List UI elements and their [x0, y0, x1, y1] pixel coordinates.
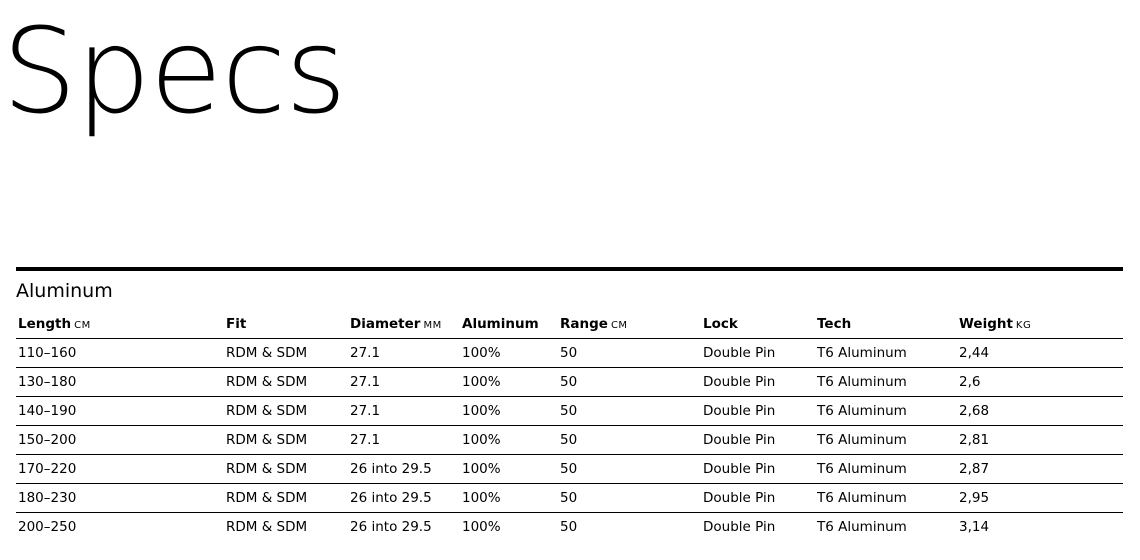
table-row	[16, 455, 1123, 484]
cell-tech: T6 Aluminum	[815, 484, 957, 513]
cell-aluminum: 100%	[462, 519, 501, 535]
cell-fit: RDM & SDM	[224, 397, 348, 426]
column-header-diameter: Diameter MM	[348, 309, 460, 339]
specs-table	[16, 309, 1123, 541]
section-title: Aluminum	[16, 280, 113, 302]
cell-aluminum: 100%	[460, 426, 558, 455]
cell-aluminum: 100%	[460, 368, 558, 397]
cell-fit: RDM & SDM	[224, 455, 348, 484]
table-header-row	[16, 309, 1123, 339]
cell-length: 170–220	[16, 455, 224, 484]
cell-fit: RDM & SDM	[224, 484, 348, 513]
cell-length: 140–190	[16, 397, 224, 426]
cell-lock: Double Pin	[701, 397, 815, 426]
cell-diameter: 27.1	[348, 339, 460, 368]
cell-range: 50	[558, 426, 701, 455]
cell-range: 50	[560, 519, 578, 535]
cell-lock: Double Pin	[701, 426, 815, 455]
table-row	[16, 397, 1123, 426]
cell-length: 200–250	[18, 519, 77, 535]
table-row	[16, 513, 1123, 542]
cell-fit: RDM & SDM	[224, 339, 348, 368]
page-title: Specs	[2, 2, 346, 140]
cell-aluminum: 100%	[460, 339, 558, 368]
cell-range: 50	[558, 368, 701, 397]
cell-lock: Double Pin	[703, 519, 776, 535]
cell-range: 50	[558, 397, 701, 426]
column-unit: KG	[1015, 319, 1032, 331]
cell-tech: T6 Aluminum	[815, 455, 957, 484]
cell-tech: T6 Aluminum	[815, 339, 957, 368]
cell-tech: T6 Aluminum	[815, 426, 957, 455]
column-unit: CM	[610, 319, 628, 331]
cell-weight: 2,44	[957, 339, 1123, 368]
cell-diameter: 26 into 29.5	[348, 455, 460, 484]
column-header-fit: Fit	[224, 309, 348, 339]
cell-lock: Double Pin	[701, 455, 815, 484]
cell-lock: Double Pin	[701, 368, 815, 397]
cell-weight: 2,81	[957, 426, 1123, 455]
cell-fit: RDM & SDM	[224, 368, 348, 397]
cell-diameter: 26 into 29.5	[348, 484, 460, 513]
cell-tech: T6 Aluminum	[815, 397, 957, 426]
cell-weight: 2,6	[957, 368, 1123, 397]
column-header-lock: Lock	[701, 309, 815, 339]
cell-length: 150–200	[16, 426, 224, 455]
cell-weight: 2,95	[957, 484, 1123, 513]
cell-diameter: 26 into 29.5	[350, 519, 432, 535]
column-header-weight: Weight KG	[957, 309, 1123, 339]
cell-range: 50	[558, 339, 701, 368]
cell-tech: T6 Aluminum	[815, 368, 957, 397]
cell-fit: RDM & SDM	[226, 519, 308, 535]
column-header-aluminum: Aluminum	[460, 309, 558, 339]
cell-weight: 2,68	[957, 397, 1123, 426]
cell-diameter: 27.1	[348, 397, 460, 426]
cell-length: 110–160	[16, 339, 224, 368]
cell-lock: Double Pin	[701, 339, 815, 368]
cell-length: 130–180	[16, 368, 224, 397]
column-header-range: Range CM	[558, 309, 701, 339]
cell-range: 50	[558, 484, 701, 513]
section-divider	[16, 267, 1123, 271]
cell-length: 180–230	[16, 484, 224, 513]
column-header-tech: Tech	[815, 309, 957, 339]
table-row	[16, 426, 1123, 455]
cell-diameter: 27.1	[348, 368, 460, 397]
table-row	[16, 368, 1123, 397]
cell-lock: Double Pin	[701, 484, 815, 513]
cell-weight: 2,87	[957, 455, 1123, 484]
column-unit: MM	[423, 319, 442, 331]
column-unit: CM	[74, 319, 91, 331]
column-header-length: Length CM	[16, 309, 224, 339]
cell-fit: RDM & SDM	[224, 426, 348, 455]
cell-range: 50	[558, 455, 701, 484]
table-row	[16, 339, 1123, 368]
cell-aluminum: 100%	[460, 397, 558, 426]
cell-diameter: 27.1	[348, 426, 460, 455]
cell-aluminum: 100%	[460, 455, 558, 484]
cell-aluminum: 100%	[460, 484, 558, 513]
cell-tech: T6 Aluminum	[817, 519, 907, 535]
cell-weight: 3,14	[959, 519, 990, 535]
table-row	[16, 484, 1123, 513]
